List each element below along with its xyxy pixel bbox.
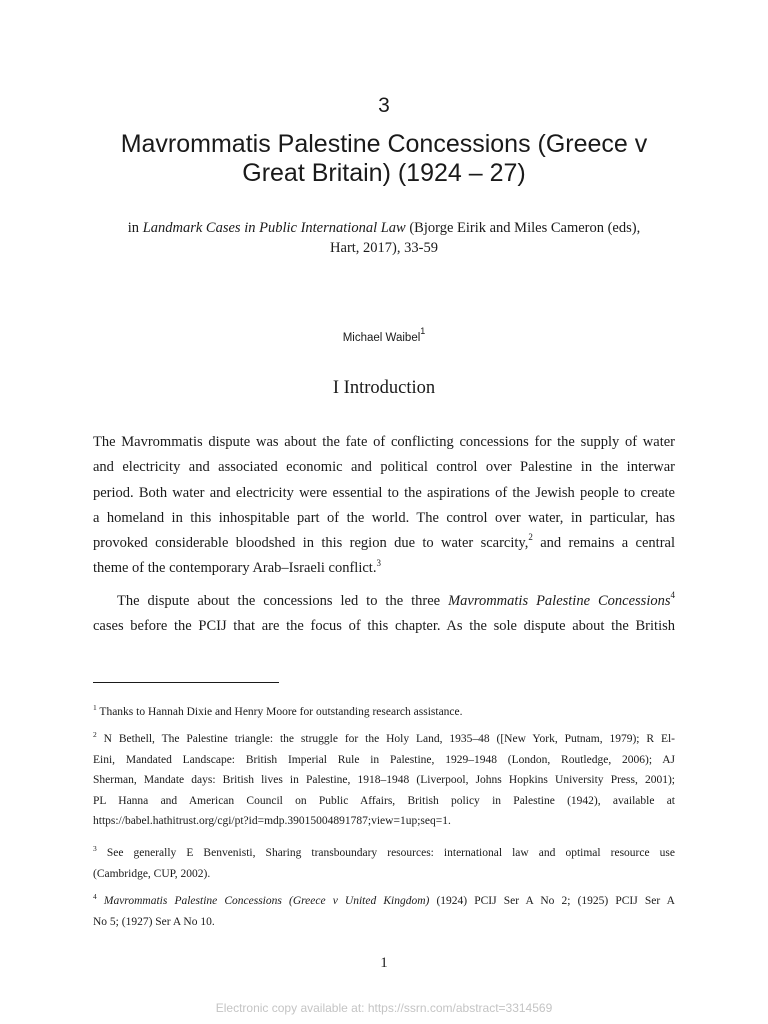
chapter-title	[0, 130, 768, 188]
text-run: and remains a central	[532, 535, 675, 552]
footnote-ref[interactable]: 2	[528, 532, 533, 543]
body-paragraph	[93, 430, 675, 582]
case-name: Mavrommatis Palestine Concessions	[448, 593, 671, 609]
text-run: theme of the contemporary Arab–Israeli conflict.	[93, 560, 377, 577]
footnote-line	[93, 702, 675, 723]
page-number: 1	[380, 955, 388, 971]
footnote-ref[interactable]: 3	[376, 557, 381, 568]
footnote-line	[93, 891, 675, 912]
chapter-number: 3	[378, 94, 390, 117]
paragraph-line: and electricity and associated economic and political control over Palestine in the interwar	[93, 459, 675, 476]
citation-line	[0, 218, 768, 238]
footnote-ref[interactable]: 1	[420, 326, 426, 337]
paragraph-line: period. Both water and electricity were essential to the aspirations of the Jewish people to create	[93, 484, 675, 501]
footnote	[93, 891, 675, 932]
footnote-line: No 5; (1927) Ser A No 10.	[93, 915, 215, 928]
citation-publisher: Hart, 2017), 33-59	[330, 240, 438, 256]
footnote-line: Eini, Mandated Landscape: British Imperial Rule in Palestine, 1929–1948 (London, Routledge, 2006); AJ	[93, 753, 675, 766]
paragraph-line: The Mavrommatis dispute was about the fate of conflicting concessions for the supply of water	[93, 434, 675, 450]
chapter-title-line: Great Britain) (1924 – 27)	[242, 159, 526, 187]
footnote-link[interactable]: https://babel.hathitrust.org/cgi/pt?id=mdp.39015004891787;view=1up;seq=1.	[93, 815, 451, 827]
book-title: Landmark Cases in Public International Law	[142, 220, 406, 236]
citation	[0, 218, 768, 258]
footnote-mark: 1	[93, 703, 97, 713]
paragraph-line	[93, 556, 675, 581]
text-run: See generally E Benvenisti, Sharing transboundary resources: international law and optimal resource use	[96, 847, 675, 859]
footnote-mark: 2	[93, 730, 97, 740]
author-name: Michael Waibel	[342, 332, 421, 344]
case-parties: Greece v United Kingdom)	[292, 895, 430, 907]
ssrn-footer-link[interactable]: Electronic copy available at: https://ssrn.com/abstract=3314569	[215, 1001, 553, 1015]
text-run: (1924) PCIJ Ser A No 2; (1925) PCIJ Ser A	[429, 895, 675, 907]
footnote-mark: 4	[93, 892, 97, 902]
paragraph-line	[93, 531, 675, 556]
footnote-separator	[93, 682, 279, 683]
paragraph-line: a homeland in this inhospitable part of the world. The control over water, in particular, has	[93, 509, 675, 526]
text-run: The dispute about the concessions led to the three	[117, 593, 449, 609]
chapter-title-line: Mavrommatis Palestine Concessions (Greece v	[120, 130, 648, 158]
footnote-line	[93, 843, 675, 864]
author	[0, 326, 768, 344]
footnote	[93, 702, 675, 723]
footnote-line: PL Hanna and American Council on Public Affairs, British policy in Palestine (1942), available at	[93, 794, 675, 807]
text-run: provoked considerable bloodshed in this region due to water scarcity,	[93, 535, 529, 552]
text-run: Thanks to Hannah Dixie and Henry Moore for outstanding research assistance.	[96, 706, 463, 718]
text-run: (	[281, 895, 293, 907]
footnote	[93, 729, 675, 832]
paragraph-line	[93, 589, 675, 614]
footnote-line: (Cambridge, CUP, 2002).	[93, 867, 211, 880]
footnote-line	[93, 729, 675, 750]
footnote-mark: 3	[93, 844, 97, 854]
case-name: Mavrommatis Palestine Concessions	[96, 895, 282, 907]
footnote-ref[interactable]: 4	[670, 590, 675, 601]
paragraph-line: cases before the PCIJ that are the focus of this chapter. As the sole dispute about the British	[93, 618, 675, 635]
citation-editors: (Bjorge Eirik and Miles Cameron (eds),	[405, 220, 641, 236]
text-run: N Bethell, The Palestine triangle: the struggle for the Holy Land, 1935–48 ([New York, Putnam, 1979); R El-	[96, 733, 675, 745]
section-heading: I Introduction	[332, 378, 436, 398]
citation-prefix: in	[127, 220, 143, 236]
footnote-line: Sherman, Mandate days: British lives in Palestine, 1918–1948 (Liverpool, Johns Hopkins University Press, 2001);	[93, 774, 675, 786]
footnote	[93, 843, 675, 884]
body-paragraph	[93, 589, 675, 640]
